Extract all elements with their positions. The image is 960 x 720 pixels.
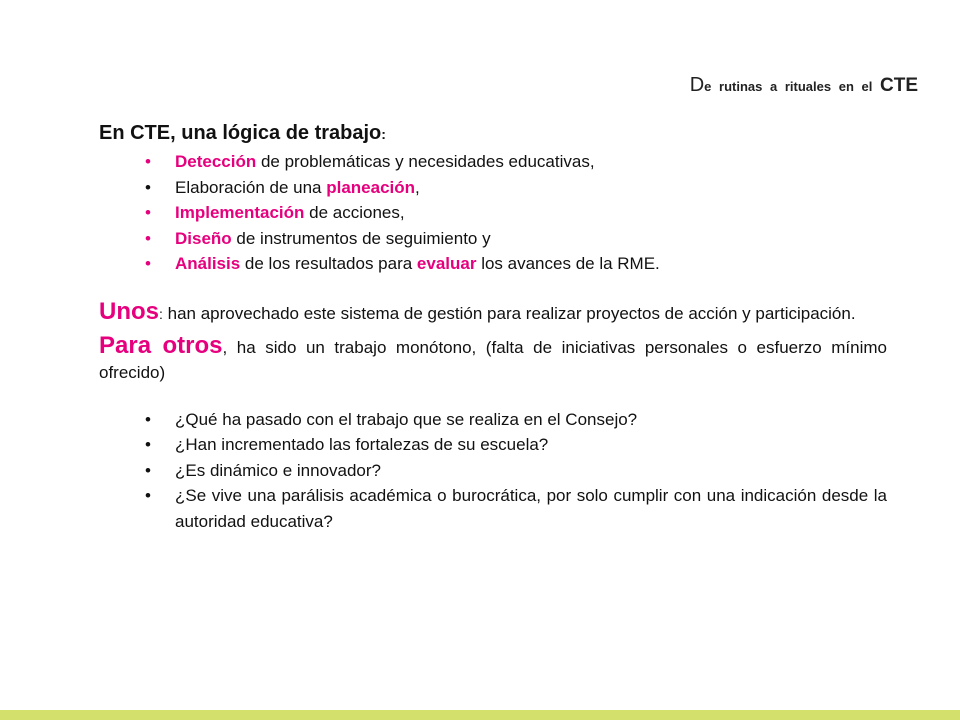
reflection-questions-list: [99, 407, 887, 535]
highlight-term: planeación: [326, 177, 416, 197]
list-item: [99, 149, 887, 175]
item-text: de instrumentos de seguimiento y: [231, 228, 491, 248]
item-text: de los resultados para: [240, 254, 417, 273]
paragraph-para-otros: [99, 333, 887, 385]
highlight-term: Detección: [175, 152, 257, 171]
list-item: • ¿Es dinámico e innovador?: [99, 458, 887, 484]
highlight-term: Diseño: [175, 228, 232, 248]
item-text: de problemáticas y necesidades educativas,: [256, 152, 595, 171]
title-word: e: [704, 79, 712, 94]
title-word: rutinas: [719, 79, 763, 94]
list-item: [99, 226, 887, 252]
title-word: el: [861, 79, 873, 94]
heading-colon: :: [381, 126, 386, 142]
title-word: en: [838, 79, 854, 94]
work-logic-list: [99, 149, 887, 277]
paragraph-text: , ha sido un trabajo monótono, (falta de iniciativas personales o esfuerzo mínimo ofrecido): [99, 337, 887, 382]
footer-bar: [0, 710, 960, 720]
item-text: ,: [415, 177, 420, 197]
item-text: los avances de la RME.: [476, 254, 660, 273]
list-item: • ¿Qué ha pasado con el trabajo que se realiza en el Consejo?: [99, 407, 887, 433]
list-item: [99, 251, 887, 277]
list-item: • ¿Se vive una parálisis académica o burocrática, por solo cumplir con una indicación desde la autoridad educativa?: [99, 483, 887, 534]
item-text: de acciones,: [304, 203, 405, 222]
paragraph-text: han aprovechado este sistema de gestión para realizar proyectos de acción y participación.: [162, 303, 856, 323]
lead-word: Para otros: [99, 331, 223, 359]
slide-content: [99, 118, 887, 534]
title-initial: D: [689, 74, 705, 96]
section-heading: [99, 118, 887, 149]
list-item: [99, 200, 887, 226]
highlight-term: evaluar: [416, 254, 477, 273]
slide-title: [690, 74, 918, 97]
title-word: a: [770, 79, 778, 94]
title-word: rituales: [784, 79, 832, 94]
paragraph-unos: [99, 299, 887, 327]
item-text: Elaboración de una: [175, 177, 327, 197]
lead-colon: :: [159, 305, 163, 322]
heading-text: En CTE, una lógica de trabajo: [99, 122, 382, 144]
list-item: • ¿Han incrementado las fortalezas de su escuela?: [99, 432, 887, 458]
list-item: [99, 175, 887, 201]
highlight-term: Análisis: [175, 254, 241, 273]
lead-word: Unos: [99, 297, 159, 325]
highlight-term: Implementación: [175, 203, 305, 222]
title-cte: CTE: [880, 75, 918, 96]
